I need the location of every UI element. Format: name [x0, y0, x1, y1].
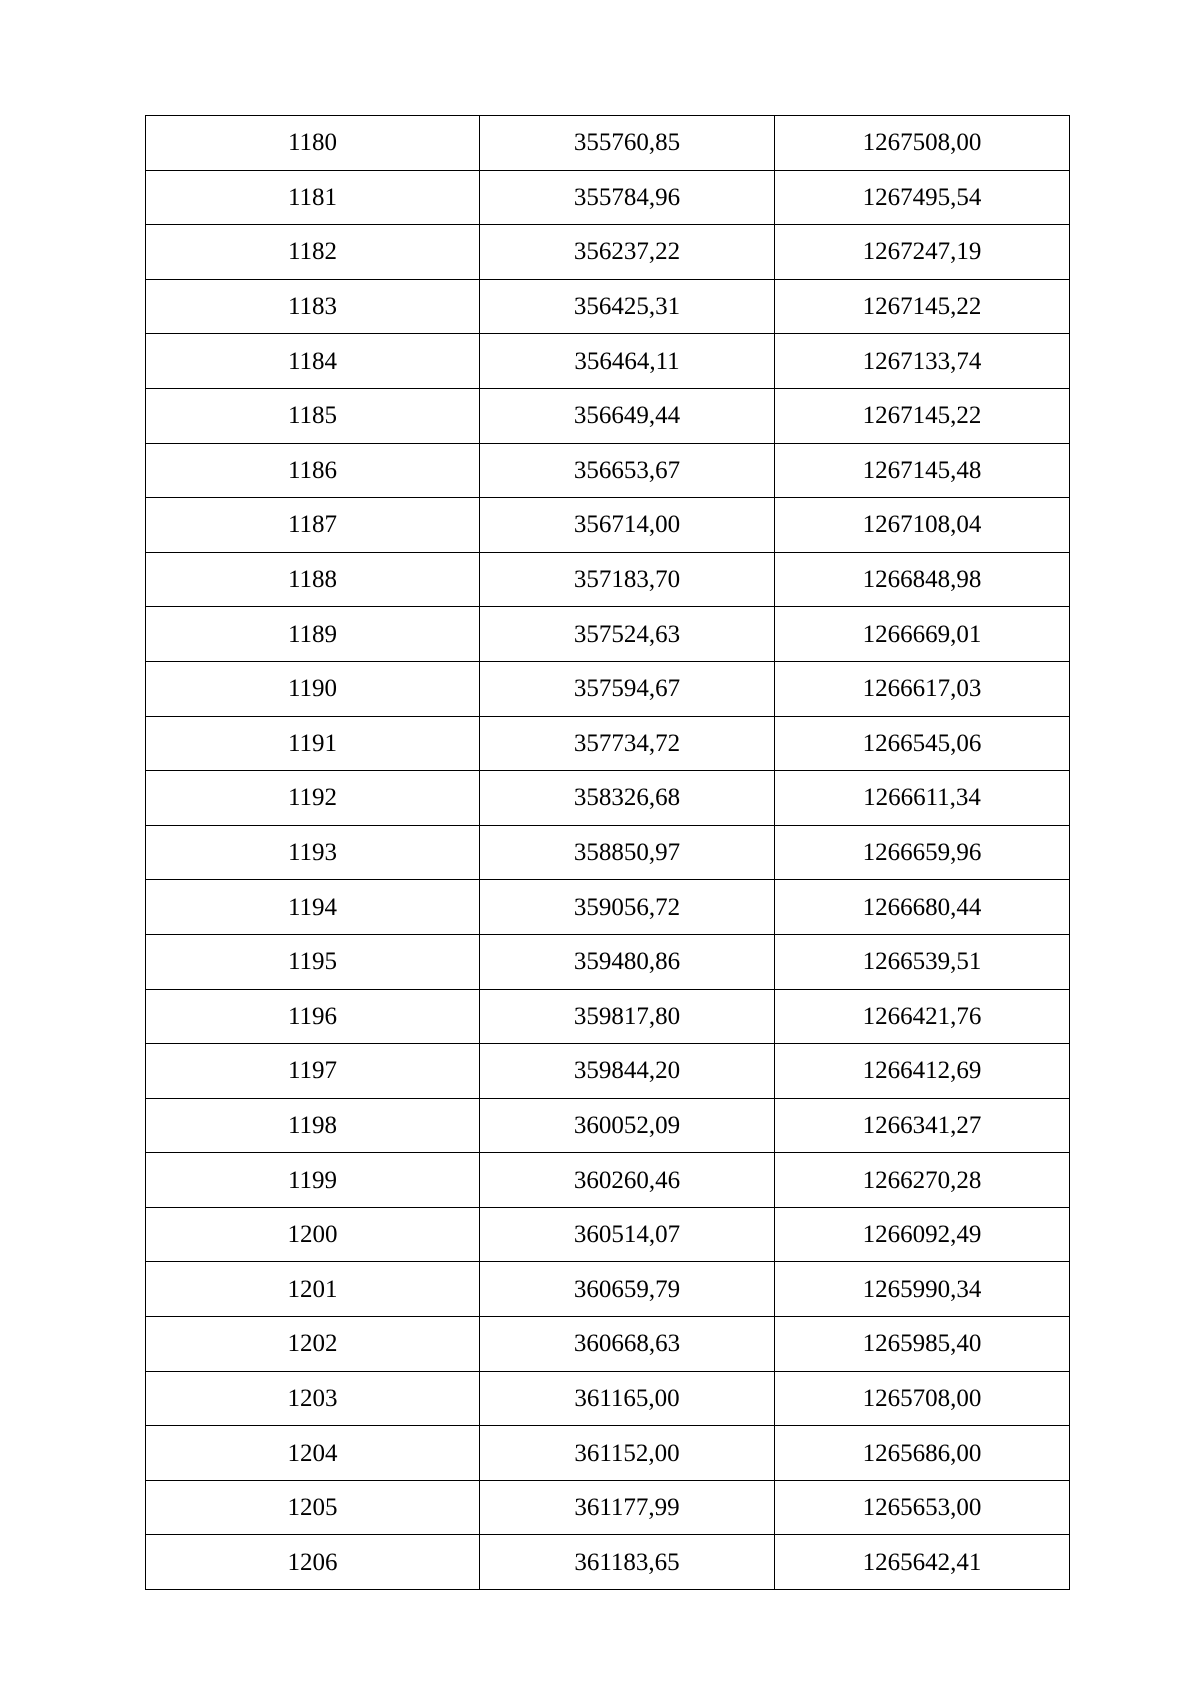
point-number-cell: 1195: [146, 934, 480, 989]
y-coordinate-cell: 1267145,22: [775, 388, 1070, 443]
point-number-cell: 1192: [146, 771, 480, 826]
y-coordinate-cell: 1267133,74: [775, 334, 1070, 389]
x-coordinate-cell: 361152,00: [480, 1426, 775, 1481]
y-coordinate-cell: 1267247,19: [775, 225, 1070, 280]
y-coordinate-cell: 1265642,41: [775, 1535, 1070, 1590]
table-row: [146, 388, 1070, 443]
point-number-cell: 1194: [146, 880, 480, 935]
table-row: [146, 880, 1070, 935]
point-number-cell: 1206: [146, 1535, 480, 1590]
coordinates-table: [145, 115, 1070, 1590]
y-coordinate-cell: 1267145,48: [775, 443, 1070, 498]
y-coordinate-cell: 1265985,40: [775, 1317, 1070, 1372]
point-number-cell: 1187: [146, 498, 480, 553]
y-coordinate-cell: 1265990,34: [775, 1262, 1070, 1317]
x-coordinate-cell: 359056,72: [480, 880, 775, 935]
point-number-cell: 1185: [146, 388, 480, 443]
table-row: [146, 1098, 1070, 1153]
x-coordinate-cell: 360260,46: [480, 1153, 775, 1208]
x-coordinate-cell: 361165,00: [480, 1371, 775, 1426]
table-row: [146, 607, 1070, 662]
y-coordinate-cell: 1266680,44: [775, 880, 1070, 935]
table-row: [146, 1044, 1070, 1099]
point-number-cell: 1201: [146, 1262, 480, 1317]
point-number-cell: 1182: [146, 225, 480, 280]
y-coordinate-cell: 1267495,54: [775, 170, 1070, 225]
y-coordinate-cell: 1266341,27: [775, 1098, 1070, 1153]
x-coordinate-cell: 360659,79: [480, 1262, 775, 1317]
x-coordinate-cell: 356649,44: [480, 388, 775, 443]
x-coordinate-cell: 356653,67: [480, 443, 775, 498]
table-row: [146, 1317, 1070, 1372]
x-coordinate-cell: 359480,86: [480, 934, 775, 989]
y-coordinate-cell: 1266611,34: [775, 771, 1070, 826]
x-coordinate-cell: 360668,63: [480, 1317, 775, 1372]
y-coordinate-cell: 1267145,22: [775, 279, 1070, 334]
x-coordinate-cell: 357734,72: [480, 716, 775, 771]
table-row: [146, 934, 1070, 989]
point-number-cell: 1199: [146, 1153, 480, 1208]
point-number-cell: 1189: [146, 607, 480, 662]
point-number-cell: 1186: [146, 443, 480, 498]
x-coordinate-cell: 355760,85: [480, 116, 775, 171]
y-coordinate-cell: 1265686,00: [775, 1426, 1070, 1481]
x-coordinate-cell: 356425,31: [480, 279, 775, 334]
y-coordinate-cell: 1266545,06: [775, 716, 1070, 771]
table-row: [146, 170, 1070, 225]
x-coordinate-cell: 356464,11: [480, 334, 775, 389]
x-coordinate-cell: 357183,70: [480, 552, 775, 607]
point-number-cell: 1196: [146, 989, 480, 1044]
table-row: [146, 1535, 1070, 1590]
x-coordinate-cell: 360052,09: [480, 1098, 775, 1153]
x-coordinate-cell: 360514,07: [480, 1207, 775, 1262]
point-number-cell: 1190: [146, 661, 480, 716]
y-coordinate-cell: 1265653,00: [775, 1480, 1070, 1535]
point-number-cell: 1188: [146, 552, 480, 607]
y-coordinate-cell: 1266848,98: [775, 552, 1070, 607]
y-coordinate-cell: 1266092,49: [775, 1207, 1070, 1262]
point-number-cell: 1191: [146, 716, 480, 771]
table-row: [146, 1207, 1070, 1262]
y-coordinate-cell: 1266659,96: [775, 825, 1070, 880]
y-coordinate-cell: 1266539,51: [775, 934, 1070, 989]
x-coordinate-cell: 355784,96: [480, 170, 775, 225]
y-coordinate-cell: 1266617,03: [775, 661, 1070, 716]
table-row: [146, 989, 1070, 1044]
table-row: [146, 498, 1070, 553]
y-coordinate-cell: 1266412,69: [775, 1044, 1070, 1099]
table-row: [146, 1426, 1070, 1481]
table-row: [146, 716, 1070, 771]
x-coordinate-cell: 357594,67: [480, 661, 775, 716]
y-coordinate-cell: 1266421,76: [775, 989, 1070, 1044]
x-coordinate-cell: 358326,68: [480, 771, 775, 826]
point-number-cell: 1183: [146, 279, 480, 334]
y-coordinate-cell: 1265708,00: [775, 1371, 1070, 1426]
x-coordinate-cell: 361177,99: [480, 1480, 775, 1535]
table-row: [146, 225, 1070, 280]
point-number-cell: 1198: [146, 1098, 480, 1153]
table-row: [146, 825, 1070, 880]
x-coordinate-cell: 356237,22: [480, 225, 775, 280]
table-row: [146, 279, 1070, 334]
table-row: [146, 334, 1070, 389]
table-row: [146, 1371, 1070, 1426]
table-row: [146, 443, 1070, 498]
table-row: [146, 1262, 1070, 1317]
point-number-cell: 1193: [146, 825, 480, 880]
point-number-cell: 1197: [146, 1044, 480, 1099]
point-number-cell: 1204: [146, 1426, 480, 1481]
table-row: [146, 771, 1070, 826]
point-number-cell: 1203: [146, 1371, 480, 1426]
y-coordinate-cell: 1267108,04: [775, 498, 1070, 553]
point-number-cell: 1181: [146, 170, 480, 225]
point-number-cell: 1200: [146, 1207, 480, 1262]
point-number-cell: 1180: [146, 116, 480, 171]
point-number-cell: 1205: [146, 1480, 480, 1535]
table-row: [146, 661, 1070, 716]
table-row: [146, 552, 1070, 607]
point-number-cell: 1202: [146, 1317, 480, 1372]
x-coordinate-cell: 356714,00: [480, 498, 775, 553]
x-coordinate-cell: 361183,65: [480, 1535, 775, 1590]
x-coordinate-cell: 359817,80: [480, 989, 775, 1044]
table-row: [146, 1153, 1070, 1208]
y-coordinate-cell: 1267508,00: [775, 116, 1070, 171]
point-number-cell: 1184: [146, 334, 480, 389]
y-coordinate-cell: 1266270,28: [775, 1153, 1070, 1208]
y-coordinate-cell: 1266669,01: [775, 607, 1070, 662]
x-coordinate-cell: 358850,97: [480, 825, 775, 880]
x-coordinate-cell: 359844,20: [480, 1044, 775, 1099]
x-coordinate-cell: 357524,63: [480, 607, 775, 662]
table-row: [146, 116, 1070, 171]
coordinates-table-body: [146, 116, 1070, 1590]
table-row: [146, 1480, 1070, 1535]
